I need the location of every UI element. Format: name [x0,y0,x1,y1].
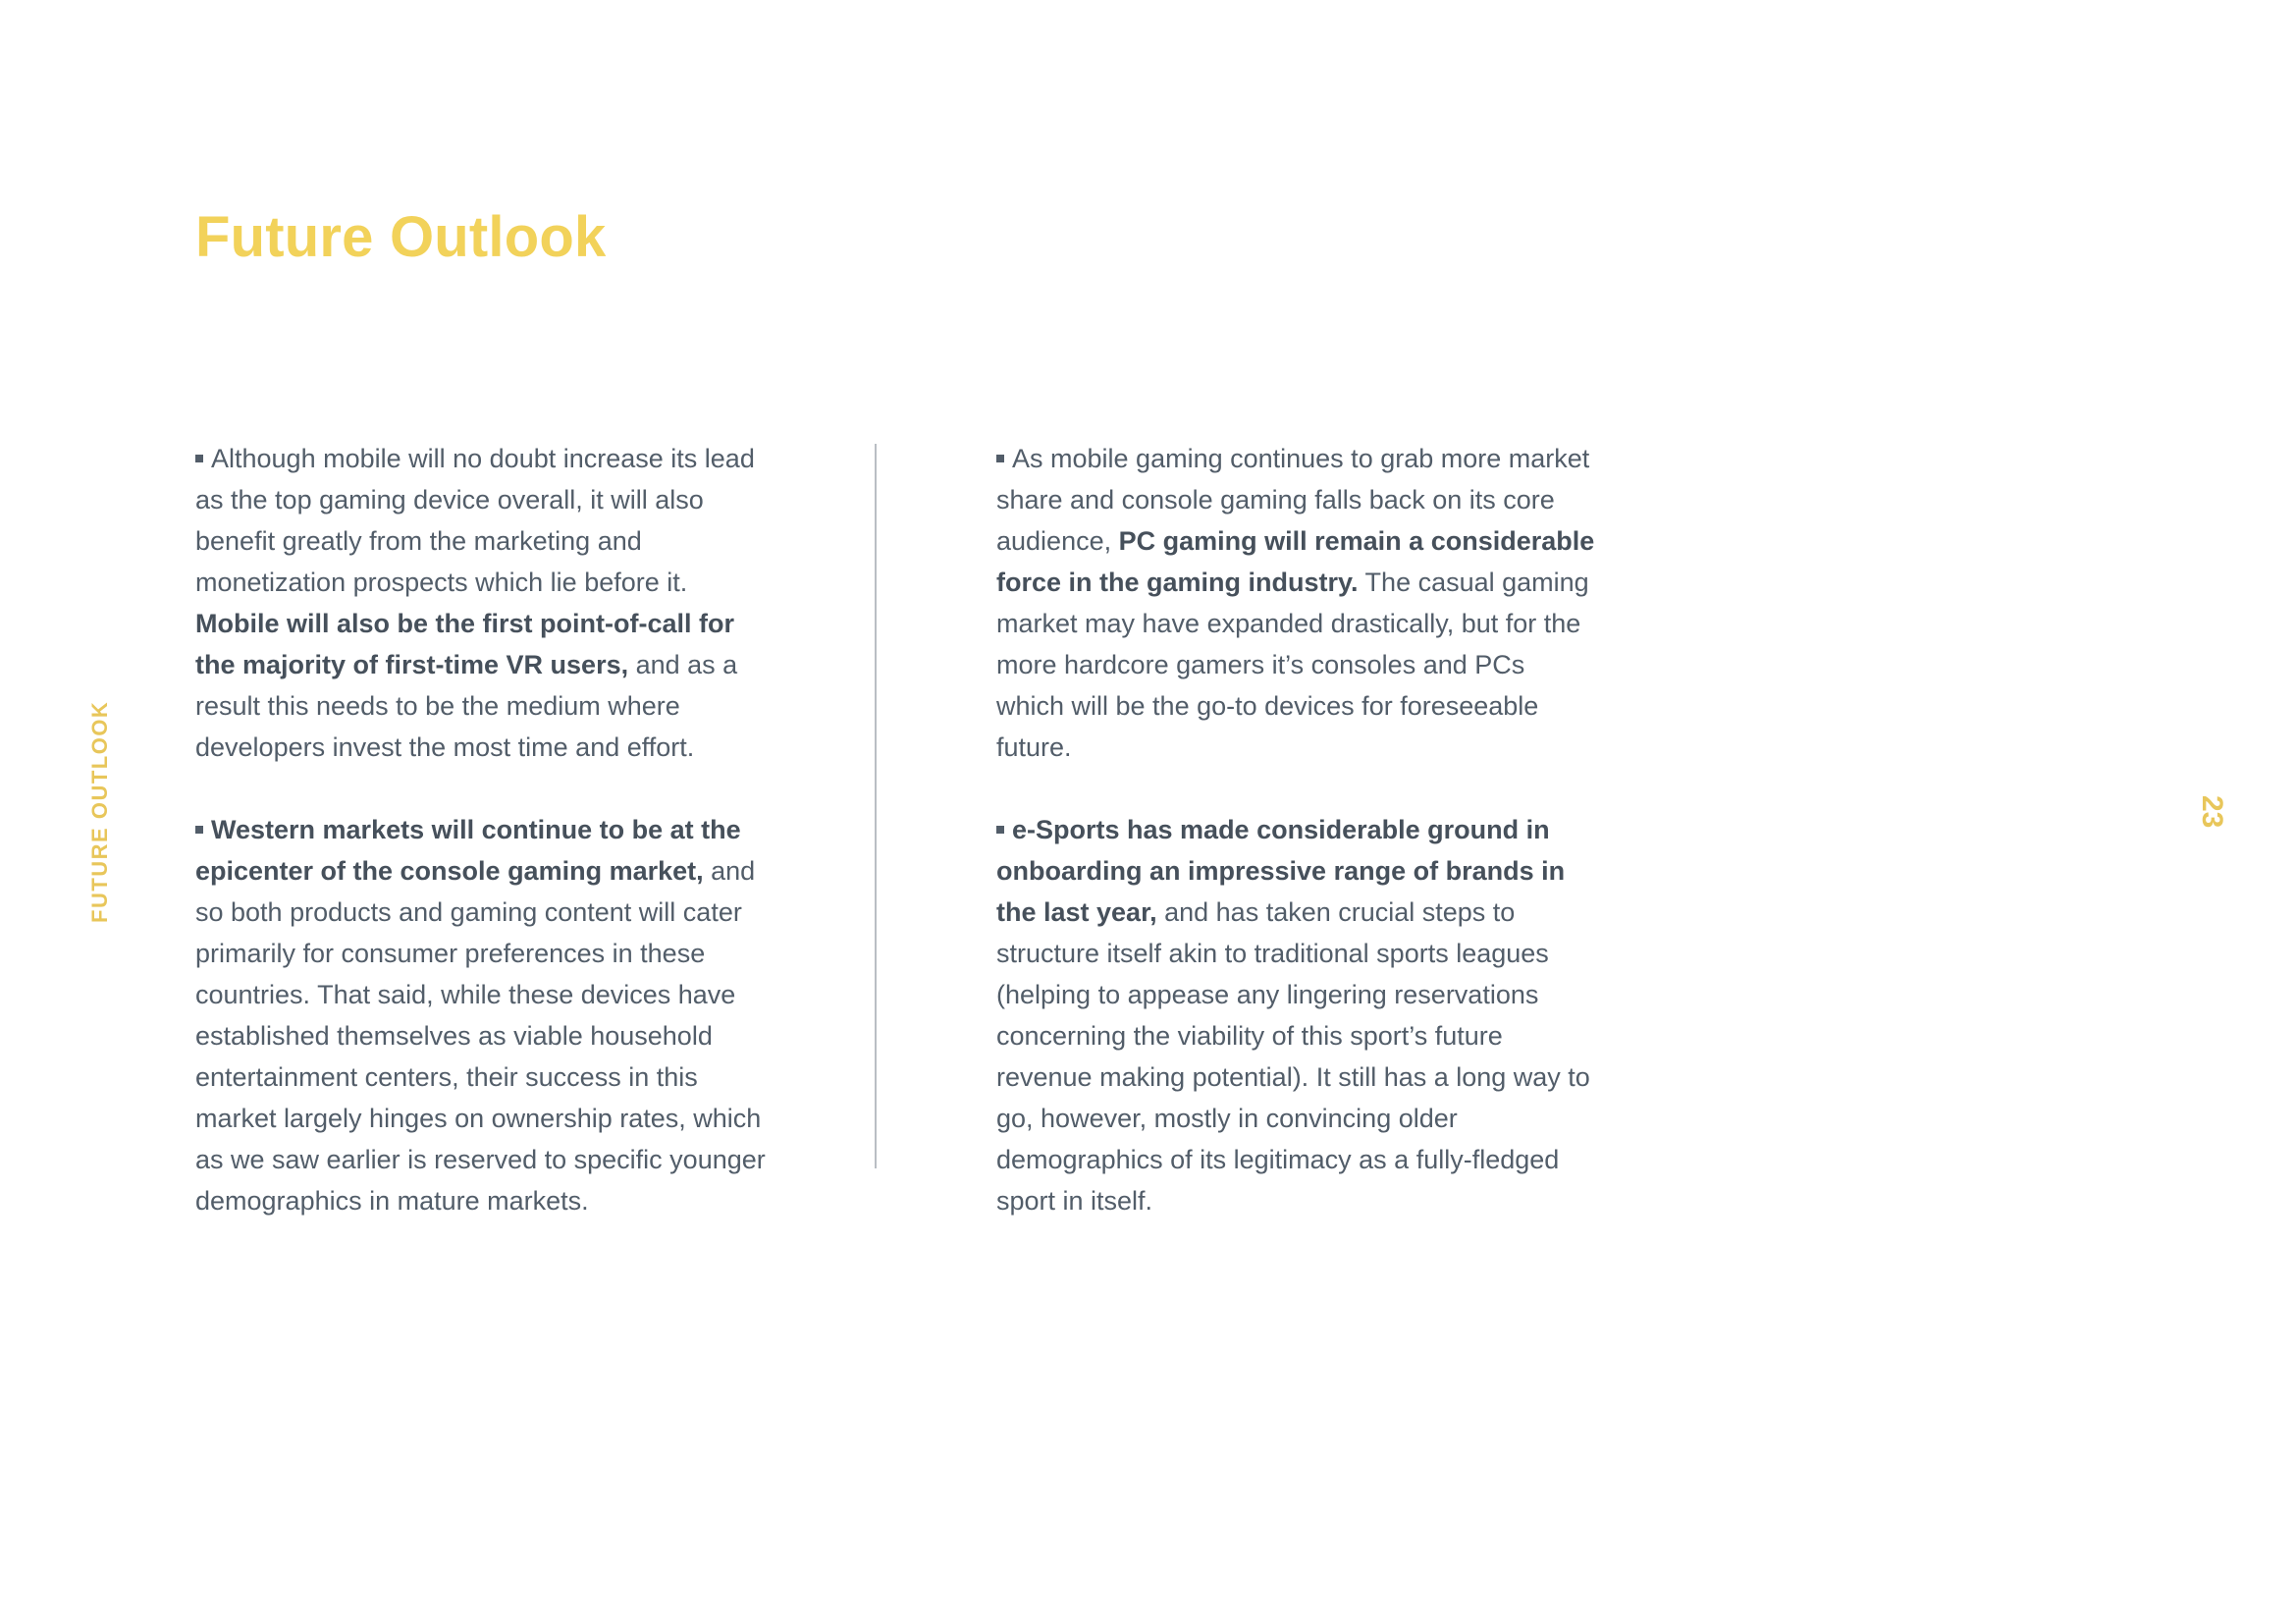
page-title: Future Outlook [195,205,607,269]
paragraph-pc-gaming [996,438,1595,768]
paragraph-esports [996,809,1595,1221]
paragraph-text: The casual gaming market may have expanded drastically, but for the more hardcore gamers it’s consoles and PCs which will be the go-to devices for foreseeable future. [996,568,1589,762]
right-column [996,438,1595,1263]
paragraph-text: As mobile gaming continues to grab more market share and console gaming falls back on its core audience, [996,444,1590,556]
bullet-icon [996,455,1004,462]
paragraph-text: Although mobile will no doubt increase its lead as the top gaming device overall, it will also benefit greatly from the marketing and monetization prospects which lie before it. [195,444,755,597]
paragraph-text: and as a result this needs to be the medium where developers invest the most time and effort. [195,650,738,762]
paragraph-highlight: e-Sports has made considerable ground in onboarding an impressive range of brands in the last year, [996,815,1566,927]
paragraph-western-markets [195,809,774,1221]
page-number: 23 [2196,795,2228,829]
left-column [195,438,774,1263]
paragraph-text: and has taken crucial steps to structure itself akin to traditional sports leagues (helping to appease any lingering reservations concerning the viability of this sport’s future revenue making potential). It still has a long way to go, however, mostly in convincing older demographics of its legitimacy as a fully-fledged sport in itself. [996,897,1590,1216]
bullet-icon [195,455,203,462]
bullet-icon [195,826,203,834]
bullet-icon [996,826,1004,834]
paragraph-text: and so both products and gaming content will cater primarily for consumer preferences in these countries. That said, while these devices have established themselves as viable household entertainment centers, their success in this market largely hinges on ownership rates, which as we saw earlier is reserved to specific younger demographics in mature markets. [195,856,766,1216]
paragraph-highlight: Mobile will also be the first point-of-call for the majority of first-time VR users, [195,609,735,679]
paragraph-highlight: Western markets will continue to be at the epicenter of the console gaming market, [195,815,741,886]
paragraph-mobile [195,438,774,768]
column-divider [875,444,877,1168]
side-section-label: FUTURE OUTLOOK [87,700,112,923]
paragraph-highlight: PC gaming will remain a considerable force in the gaming industry. [996,526,1595,597]
